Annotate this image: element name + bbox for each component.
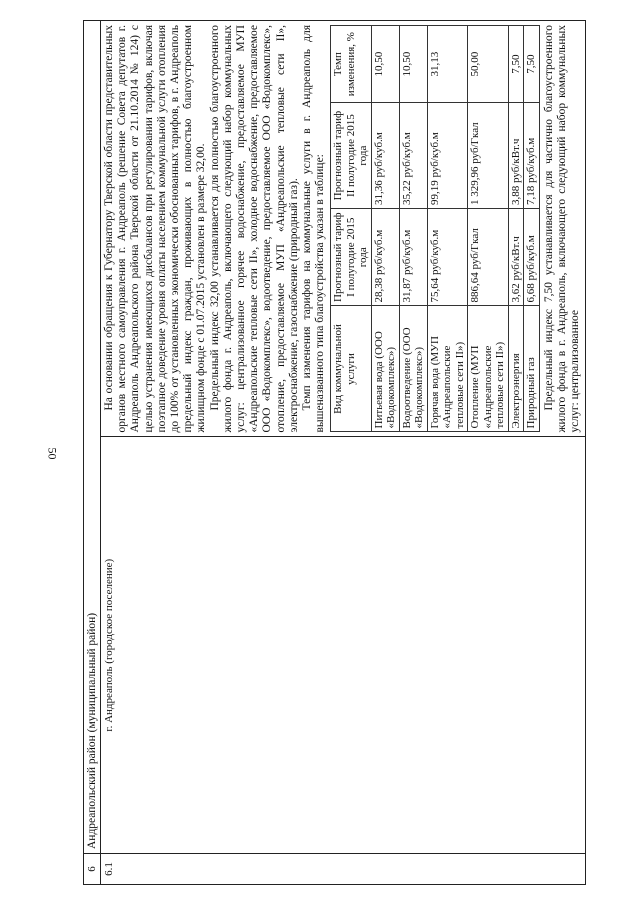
table-row [508, 26, 524, 433]
settlement-number: 6.1 [101, 854, 586, 885]
tariff-header-row [331, 26, 372, 433]
tariff-table [330, 25, 540, 433]
tariff-h2: 3,88 руб/кВт.ч [508, 103, 524, 209]
change-rate: 31,13 [427, 26, 468, 103]
header-tariff-h2: Прогнозный тариф II полугодие 2015 года [331, 103, 372, 209]
service-name: Отопление (МУП «Андреапольские тепловые сети II») [468, 306, 509, 432]
change-rate: 7,50 [508, 26, 524, 103]
row-district [84, 21, 101, 885]
paragraph-1: На основании обращения к Губернатору Тверской области представительных органов местного самоуправления г. Андреаполь (решение Совета депутатов г. Андреаполь Андреапольского района Тверской области от 21.10.2014 № 124) с целью устранения имеющихся дисбалансов при регулировании тарифов, включая поэтапное доведение уровня оплаты населением коммунальной услуги отопления до 100% от установленных экономически обоснованных тарифов, в г. Андреаполь предельный индекс граждан, проживающих в полностью благоустроенном жилищном фонде с 01.07.2015 установлен в размере 32,00. [103, 25, 208, 433]
table-row [524, 26, 540, 433]
tariff-h2: 31,36 руб/куб.м [371, 103, 399, 209]
tariff-h1: 3,62 руб/кВт.ч [508, 208, 524, 306]
tariff-h1: 28,38 руб/куб.м [371, 208, 399, 306]
header-service: Вид коммунальной услуги [331, 306, 372, 432]
paragraph-4: Предельный индекс 7,50 устанавливается для частично благоустроенного жилого фонда в г. Андреаполь, включающего следующий набор коммунальных услуг: централизованное [542, 25, 582, 433]
service-name: Природный газ [524, 306, 540, 432]
settlement-name: г. Андреаполь (городское поселение) [101, 437, 586, 854]
tariff-h2: 1 329,96 руб/Гкал [468, 103, 509, 209]
header-change-rate: Темп изменения, % [331, 26, 372, 103]
tariff-h2: 99,19 руб/куб.м [427, 103, 468, 209]
service-name: Горячая вода (МУП «Андреапольские тепловые сети II») [427, 306, 468, 432]
header-tariff-h1: Прогнозный тариф I полугодие 2015 года [331, 208, 372, 306]
paragraph-2: Предельный индекс 32,00 устанавливается для полностью благоустроенного жилого фонда г. Андреаполь, включающего следующий набор коммунальных услуг: централизованное горячее водоснабжение, предоставляемое МУП «Андреапольские тепловые сети II», холодное водоснабжение, предоставляемое ООО «Водокомплекс», водоотведение, предоставляемое ООО «Водокомплекс», отопление, предоставляемое МУП «Андреапольские тепловые сети II», электроснабжение, газоснабжение (природный газ). [208, 25, 300, 433]
paragraph-3: Темп изменения тарифов на коммунальные услуги в г. Андреаполь для вышеназванного типа благоустройства указан в таблице: [301, 25, 327, 433]
tariff-h2: 35,22 руб/куб.м [399, 103, 427, 209]
service-name: Водоотведение (ООО «Водокомплекс») [399, 306, 427, 432]
change-rate: 50,00 [468, 26, 509, 103]
district-number: 6 [84, 854, 101, 885]
tariff-h1: 75,64 руб/куб.м [427, 208, 468, 306]
rotated-page [83, 20, 603, 885]
tariff-h1: 6,68 руб/куб.м [524, 208, 540, 306]
municipal-table [83, 20, 586, 885]
row-settlement [101, 21, 586, 885]
district-title: Андреапольский район (муниципальный район) [84, 21, 101, 854]
table-row [399, 26, 427, 433]
tariff-h2: 7,18 руб/куб.м [524, 103, 540, 209]
table-row [468, 26, 509, 433]
tariff-h1: 31,87 руб/куб.м [399, 208, 427, 306]
table-row [371, 26, 399, 433]
settlement-description [101, 21, 586, 438]
change-rate: 10,50 [399, 26, 427, 103]
change-rate: 10,50 [371, 26, 399, 103]
tariff-h1: 886,64 руб/Гкал [468, 208, 509, 306]
page-number: 50 [45, 447, 60, 460]
table-row [427, 26, 468, 433]
service-name: Электроэнергия [508, 306, 524, 432]
change-rate: 7,50 [524, 26, 540, 103]
service-name: Питьевая вода (ООО «Водокомплекс») [371, 306, 399, 432]
